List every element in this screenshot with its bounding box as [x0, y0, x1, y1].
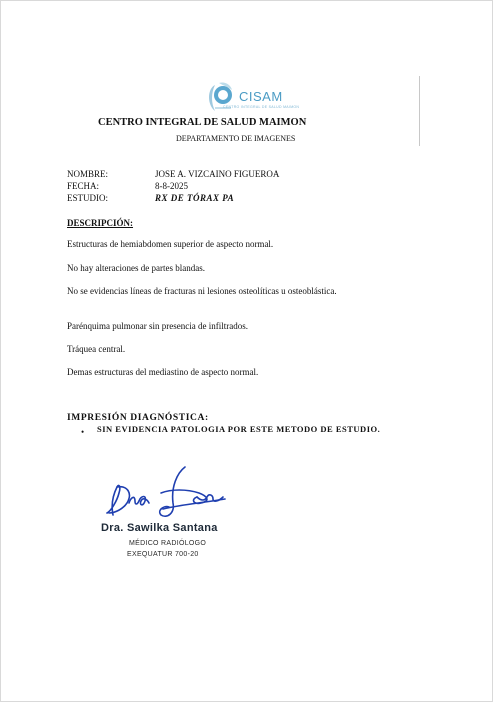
- department-name: DEPARTAMENTO DE IMAGENES: [176, 134, 296, 143]
- finding-paragraph: No hay alteraciones de partes blandas.: [67, 263, 205, 273]
- name-label: NOMBRE:: [67, 169, 109, 179]
- finding-paragraph: Estructuras de hemiabdomen superior de aspecto normal.: [67, 239, 274, 249]
- description-heading: DESCRIPCIÓN:: [67, 218, 134, 228]
- bullet-icon: •: [81, 427, 85, 437]
- center-title: CENTRO INTEGRAL DE SALUD MAIMON: [98, 117, 307, 128]
- logo-subtitle: CENTRO INTEGRAL DE SALUD MAIMON: [223, 105, 300, 109]
- study-label: ESTUDIO:: [67, 193, 108, 203]
- date-label: FECHA:: [67, 181, 100, 191]
- name-value: JOSE A. VIZCAINO FIGUEROA: [155, 169, 280, 179]
- date-value: 8-8-2025: [155, 181, 188, 191]
- finding-paragraph: Demas estructuras del mediastino de aspecto normal.: [67, 367, 259, 377]
- finding-paragraph: Tráquea central.: [67, 344, 126, 354]
- finding-paragraph: Parénquima pulmonar sin presencia de infiltrados.: [67, 321, 248, 331]
- handwritten-signature: [101, 463, 231, 523]
- study-value: RX DE TÓRAX PA: [155, 193, 235, 203]
- signer-name: Dra. Sawilka Santana: [101, 522, 218, 534]
- signer-title: MÉDICO RADIÓLOGO: [129, 540, 207, 547]
- finding-paragraph: No se evidencias líneas de fracturas ni lesiones osteolíticas u osteoblástica.: [67, 286, 337, 296]
- margin-rule: [419, 76, 420, 146]
- impression-item: SIN EVIDENCIA PATOLOGIA POR ESTE METODO DE ESTUDIO.: [97, 424, 381, 434]
- impression-heading: IMPRESIÓN DIAGNÓSTICA:: [67, 413, 209, 423]
- logo-text: CISAM: [239, 89, 283, 104]
- signer-registry: EXEQUATUR 700-20: [127, 551, 199, 558]
